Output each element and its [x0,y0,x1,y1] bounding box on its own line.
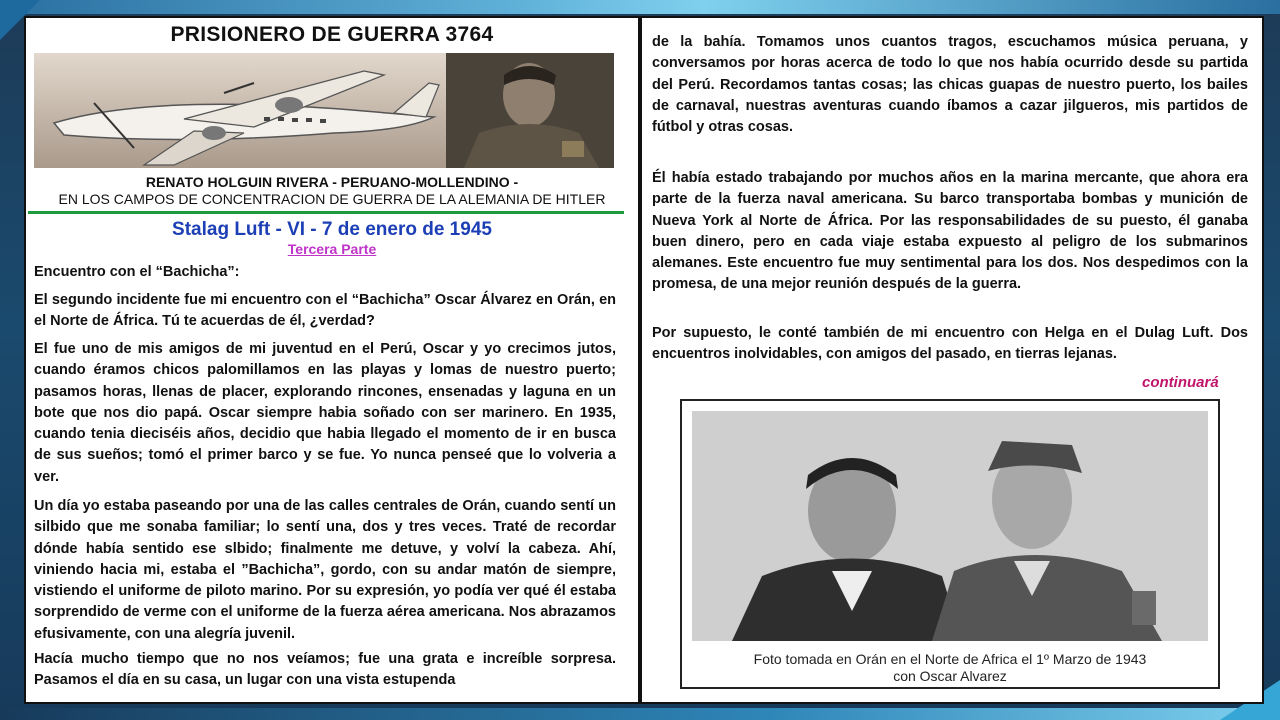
part-label: Tercera Parte [287,241,377,257]
airplane-illustration [34,53,614,168]
historic-photo [692,411,1208,641]
paragraph: de la bahía. Tomamos unos cuantos tragos, escuchamos música peruana, y conversamos por horas acerca de todo lo que nos había ocurrido desde su partida del Perú. Recordamos tantas cosas; las chicas guapas de nuestro puerto, los bailes de carnaval, nuestras aventuras cuando íbamos a cazar jilgueros, mis partidos de fútbol y otras cosas. [652,34,1248,136]
divider [28,211,624,214]
slide-bottom-accent [0,708,1280,720]
section-heading: Stalag Luft - VI - 7 de enero de 1945 [172,219,492,240]
paragraph: Hacía mucho tiempo que no nos veíamos; fue una grata e increíble sorpresa. Pasamos el día en su casa, un lugar con una vista estupenda [34,651,616,689]
page-title: PRISIONERO DE GUERRA 3764 [170,23,494,46]
subtitle-line: EN LOS CAMPOS DE CONCENTRACION DE GUERRA DE LA ALEMANIA DE HITLER [58,191,606,207]
caption-line-1: Foto tomada en Orán en el Norte de Africa el 1º Marzo de 1943 [753,651,1147,667]
left-article-panel [24,16,640,704]
paragraph: Un día yo estaba paseando por una de las calles centrales de Orán, cuando sentí un silbido que me sonaba familiar; lo sentí una, dos y tres veces. Traté de recordar dónde había sentido ese slbido; finalmente me detuve, y volví la cabeza. Ahí, viniendo hacia mi, estaba el ”Bachicha”, gordo, con su andar matón de siempre, vistiendo el uniforme de piloto marino. Por su expresión, yo podía ver qué él estaba sorprendido de verme con el uniforme de la fuerza aérea americana. Nos abrazamos efusivamente, con una alegría juvenil. [34,498,616,642]
photo-figure [680,399,1220,689]
continued-label: continuará [1142,374,1219,391]
paragraph: Por supuesto, le conté también de mi encuentro con Helga en el Dulag Luft. Dos encuentros inolvidables, con amigos del pasado, en tierras lejanas. [652,325,1248,363]
banner-image [34,53,614,168]
author-line: RENATO HOLGUIN RIVERA - PERUANO-MOLLENDINO - [145,174,519,190]
paragraph: Él había estado trabajando por muchos años en la marina mercante, que ahora era parte de la fuerza naval americana. Su barco transportaba bombas y munición de Nueva York al Norte de África. Por las responsabilidades de su puesto, él ganaba buen dinero, pero en cada viaje estaba expuesto al peligro de los submarinos alemanes. Este encuentro fue muy sentimental para los dos. Nos despedimos con la promesa, de una mejor reunión después de la guerra. [652,170,1248,293]
paragraph: El fue uno de mis amigos de mi juventud en el Perú, Oscar y yo crecimos jutos, cuando éramos chicos palomillamos en las playas y lomas de nuestro puerto; pasamos horas, llenas de placer, explorando rincones, ensenadas y laguna en un bote que nos dio papá. Oscar siempre habia soñado con ser marinero. En 1935, cuando tenia dieciséis años, decidio que habia llegado el momento de ir en busca de sus sueños; tomó el primer barco y se fue. Yo nunca penseé que lo volveria a ver. [34,341,616,485]
two-men-photo [692,411,1208,641]
intro-line: Encuentro con el “Bachicha”: [34,264,240,280]
caption-line-2: con Oscar Alvarez [893,668,1007,684]
slide-top-accent [0,0,1280,14]
photo-caption [682,651,1218,685]
right-article-panel [640,16,1264,704]
paragraph: El segundo incidente fue mi encuentro con el “Bachicha” Oscar Álvarez en Orán, en el Norte de África. Tú te acuerdas de él, ¿verdad? [34,292,616,330]
